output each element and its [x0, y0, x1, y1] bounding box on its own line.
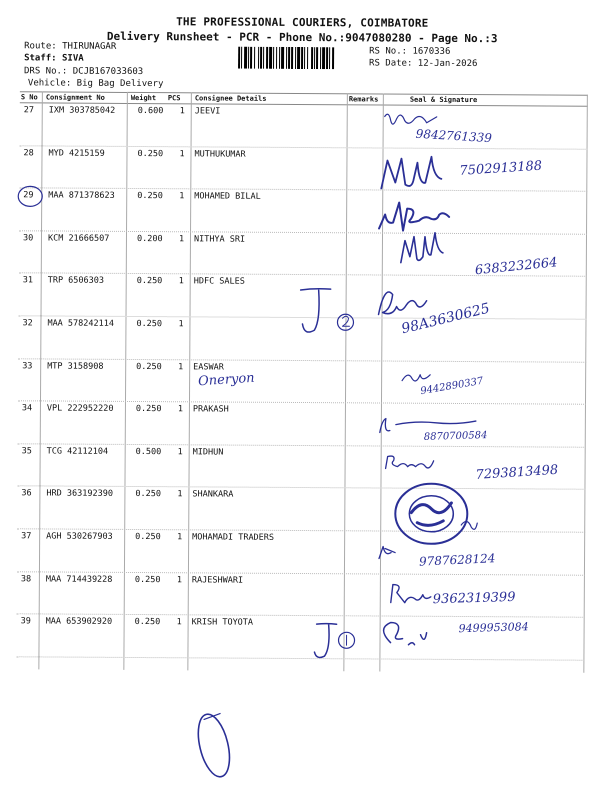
row-consignment: TCG 42112104: [47, 446, 108, 456]
row-sno: 39: [21, 616, 31, 626]
row-divider: [16, 656, 584, 660]
row-sno: 30: [23, 233, 33, 243]
col-consignment: Consignment No: [46, 93, 105, 101]
handwritten-phone-31: 98A3630625: [400, 300, 492, 337]
row-pcs: 1: [177, 490, 182, 500]
row-consignment: IXM 303785042: [49, 105, 116, 115]
handwritten-phone-39: 9499953084: [458, 620, 528, 635]
handwritten-phone-30: 6383232664: [474, 255, 558, 278]
row-weight: 0.200: [137, 234, 163, 244]
rs-date: RS Date: 12-Jan-2026: [369, 58, 477, 69]
row-sno: 33: [22, 361, 32, 371]
col-consignee: Consignee Details: [195, 94, 267, 102]
row-sno: 28: [23, 148, 33, 158]
bottom-zero-mark: [193, 711, 235, 780]
row-sno: 37: [21, 531, 31, 541]
row-consignment: MTP 3158908: [47, 361, 103, 371]
row-pcs: 1: [178, 447, 183, 457]
handwritten-phone-28: 7502913188: [459, 159, 543, 179]
row-weight: 0.250: [135, 532, 161, 542]
col-sno: S No: [21, 93, 38, 101]
delivery-table: [16, 91, 588, 672]
row-pcs: 1: [177, 617, 182, 627]
row-pcs: 1: [179, 149, 184, 159]
handwritten-phone-35: 7293813498: [475, 463, 559, 483]
row-pcs: 1: [179, 277, 184, 287]
row-sno: 27: [24, 105, 34, 115]
row-consignment: MAA 578242114: [47, 318, 114, 328]
row-consignee: MIDHUN: [193, 447, 224, 457]
rs-number: RS No.: 1670336: [369, 46, 450, 56]
row-sno: 29: [23, 190, 33, 200]
row-consignee: PRAKASH: [193, 405, 229, 415]
row-consignment: VPL 222952220: [47, 404, 114, 414]
row-sno: 34: [22, 403, 32, 413]
handwritten-phone-38: 9362319399: [433, 590, 516, 607]
col-pcs: PCS: [168, 94, 181, 102]
row-pcs: 1: [177, 575, 182, 585]
vehicle: Vehicle: Big Bag Delivery: [28, 78, 164, 90]
row-consignment: MAA 653902920: [46, 617, 113, 627]
row-consignee: MOHAMADI TRADERS: [192, 532, 274, 543]
row-weight: 0.500: [136, 447, 162, 457]
row-consignment: HRD 363192390: [46, 489, 113, 499]
row-weight: 0.250: [135, 617, 161, 627]
row-consignment: AGH 530267903: [46, 531, 113, 541]
row-weight: 0.600: [138, 106, 164, 116]
row-consignment: KCM 21666507: [48, 233, 109, 243]
staff: Staff: SIVA: [24, 53, 84, 64]
handwritten-phone-37: 9787628124: [419, 551, 496, 569]
handwritten-phone-34: 8870700584: [424, 430, 488, 443]
row-consignment: MAA 714439228: [46, 574, 113, 584]
row-pcs: 1: [179, 234, 184, 244]
row-weight: 0.250: [136, 319, 162, 329]
row-consignee: RAJESHWARI: [192, 575, 243, 585]
row-consignment: TRP 6506303: [48, 276, 104, 286]
row-sno: 32: [22, 318, 32, 328]
row-consignee: HDFC SALES: [194, 277, 245, 287]
row-pcs: 1: [177, 532, 182, 542]
row-weight: 0.250: [137, 191, 163, 201]
handwritten-phone-33: 9442890337: [420, 376, 485, 398]
row-consignment: MYD 4215159: [48, 148, 104, 158]
handwritten-phone-27: 9842761339: [415, 127, 492, 145]
row-pcs: 1: [180, 106, 185, 116]
row-weight: 0.250: [137, 149, 163, 159]
route: Route: THIRUNAGAR: [24, 41, 116, 53]
row-consignee: MUTHUKUMAR: [194, 149, 245, 159]
row-consignee: KRISH TOYOTA: [192, 618, 253, 628]
row-pcs: 1: [178, 319, 183, 329]
col-remarks: Remarks: [349, 95, 379, 103]
row-consignee: SHANKARA: [192, 490, 233, 500]
company-title: THE PROFESSIONAL COURIERS, COIMBATORE: [2, 14, 600, 31]
drs-number: DRS No.: DCJB167033603: [24, 66, 143, 78]
row-weight: 0.250: [137, 276, 163, 286]
row-pcs: 1: [178, 362, 183, 372]
bottom-zero-tick: [204, 713, 220, 719]
row-consignee: JEEVI: [195, 106, 221, 116]
handwritten-remark-33: Oneryon: [198, 371, 255, 390]
row-pcs: 1: [178, 404, 183, 414]
row-consignment: MAA 871378623: [48, 191, 115, 201]
row-weight: 0.250: [135, 575, 161, 585]
row-sno: 35: [22, 446, 32, 456]
barcode: [238, 47, 366, 70]
row-consignee: NITHYA SRI: [194, 234, 245, 244]
row-weight: 0.250: [136, 404, 162, 414]
row-weight: 0.250: [136, 362, 162, 372]
row-weight: 0.250: [135, 489, 161, 499]
row-consignee: EASWAR: [193, 362, 224, 372]
row-pcs: 1: [179, 191, 184, 201]
col-weight: Weight: [131, 94, 156, 102]
row-consignee: MOHAMED BILAL: [194, 192, 261, 202]
row-sno: 31: [23, 276, 33, 286]
col-seal: Seal & Signature: [410, 96, 477, 104]
row-sno: 36: [21, 489, 31, 499]
row-sno: 38: [21, 574, 31, 584]
runsheet-title: Delivery Runsheet - PCR - Phone No.:9047080280 - Page No.:3: [2, 29, 600, 46]
